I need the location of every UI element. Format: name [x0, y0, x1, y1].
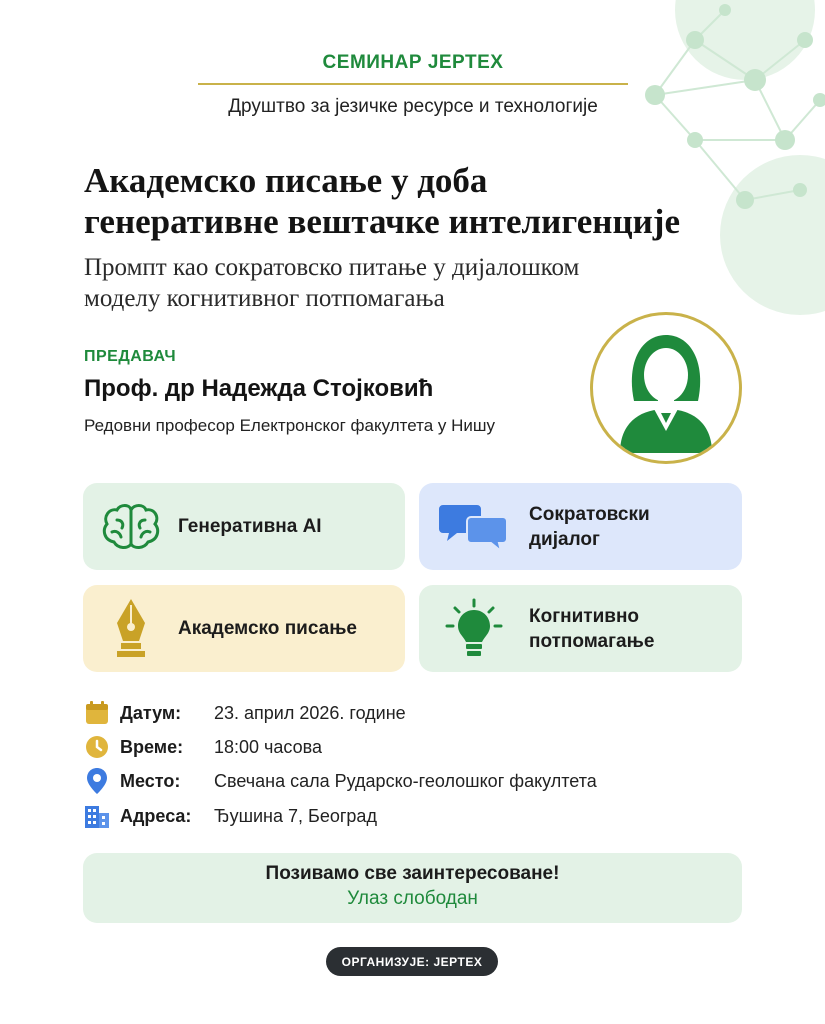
location-pin-icon [87, 768, 107, 794]
lecture-title-line-1: Академско писање у доба [84, 161, 488, 200]
clock-icon [85, 735, 109, 759]
invitation-box [83, 853, 742, 923]
topic-label: Академско писање [178, 618, 357, 639]
topic-label-line-2: дијалог [529, 528, 600, 550]
woman-avatar-icon [606, 323, 726, 453]
topic-label: Генеративна AI [178, 516, 322, 537]
seminar-title: СЕМИНАР ЈЕРТЕХ [322, 52, 504, 73]
detail-value: Ђушина 7, Београд [214, 805, 377, 826]
detail-label: Датум: [120, 702, 182, 723]
detail-place [84, 768, 597, 794]
topic-label [529, 502, 660, 552]
lecturer-role: Редовни професор Електронског факултета у Нишу [84, 416, 496, 435]
detail-label: Време: [120, 736, 184, 757]
organizer-badge: ОРГАНИЗУЈЕ: ЈЕРТЕХ [326, 947, 498, 976]
chat-bubbles-icon [439, 501, 509, 553]
lecture-title-line-2: генеративне вештачке интелигенције [84, 202, 680, 241]
topic-card-cognitive-support [419, 585, 742, 672]
lecture-subtitle-line-1: Промпт као сократовско питање у дијалошком [84, 254, 580, 281]
lecture-subtitle-line-2: моделу когнитивног потпомагања [84, 285, 445, 312]
free-entry-text: Улаз слободан [347, 888, 478, 909]
detail-date [84, 700, 406, 726]
detail-label: Адреса: [120, 805, 192, 826]
lecturer-avatar [590, 312, 742, 464]
society-name: Друштво за језичке ресурсе и технологије [228, 96, 598, 117]
lecturer-name: Проф. др Надежда Стојковић [84, 375, 434, 402]
detail-value: 23. април 2026. године [214, 702, 406, 723]
topic-label-line-2: потпомагање [529, 630, 655, 652]
topic-label-line-1: Когнитивно [529, 605, 640, 627]
topic-card-academic-writing [83, 585, 405, 672]
detail-address [84, 803, 377, 829]
detail-label: Место: [120, 770, 181, 791]
header-divider [198, 83, 628, 85]
topic-label [529, 604, 664, 654]
invitation-text: Позивамо све заинтересоване! [265, 863, 560, 884]
topic-card-socratic-dialogue [419, 483, 742, 570]
topic-label-line-1: Сократовски [529, 503, 650, 525]
detail-time [84, 734, 322, 760]
lecture-title [84, 160, 764, 242]
building-icon [84, 804, 110, 828]
lightbulb-icon [445, 598, 503, 660]
fountain-pen-icon [111, 597, 151, 661]
topic-card-generative-ai [83, 483, 405, 570]
lecturer-label: ПРЕДАВАЧ [84, 348, 177, 365]
detail-value: 18:00 часова [214, 736, 323, 757]
calendar-icon [85, 701, 109, 725]
detail-value: Свечана сала Рударско-геолошког факултета [214, 770, 597, 791]
lecture-subtitle [84, 252, 724, 314]
brain-icon [100, 502, 162, 552]
